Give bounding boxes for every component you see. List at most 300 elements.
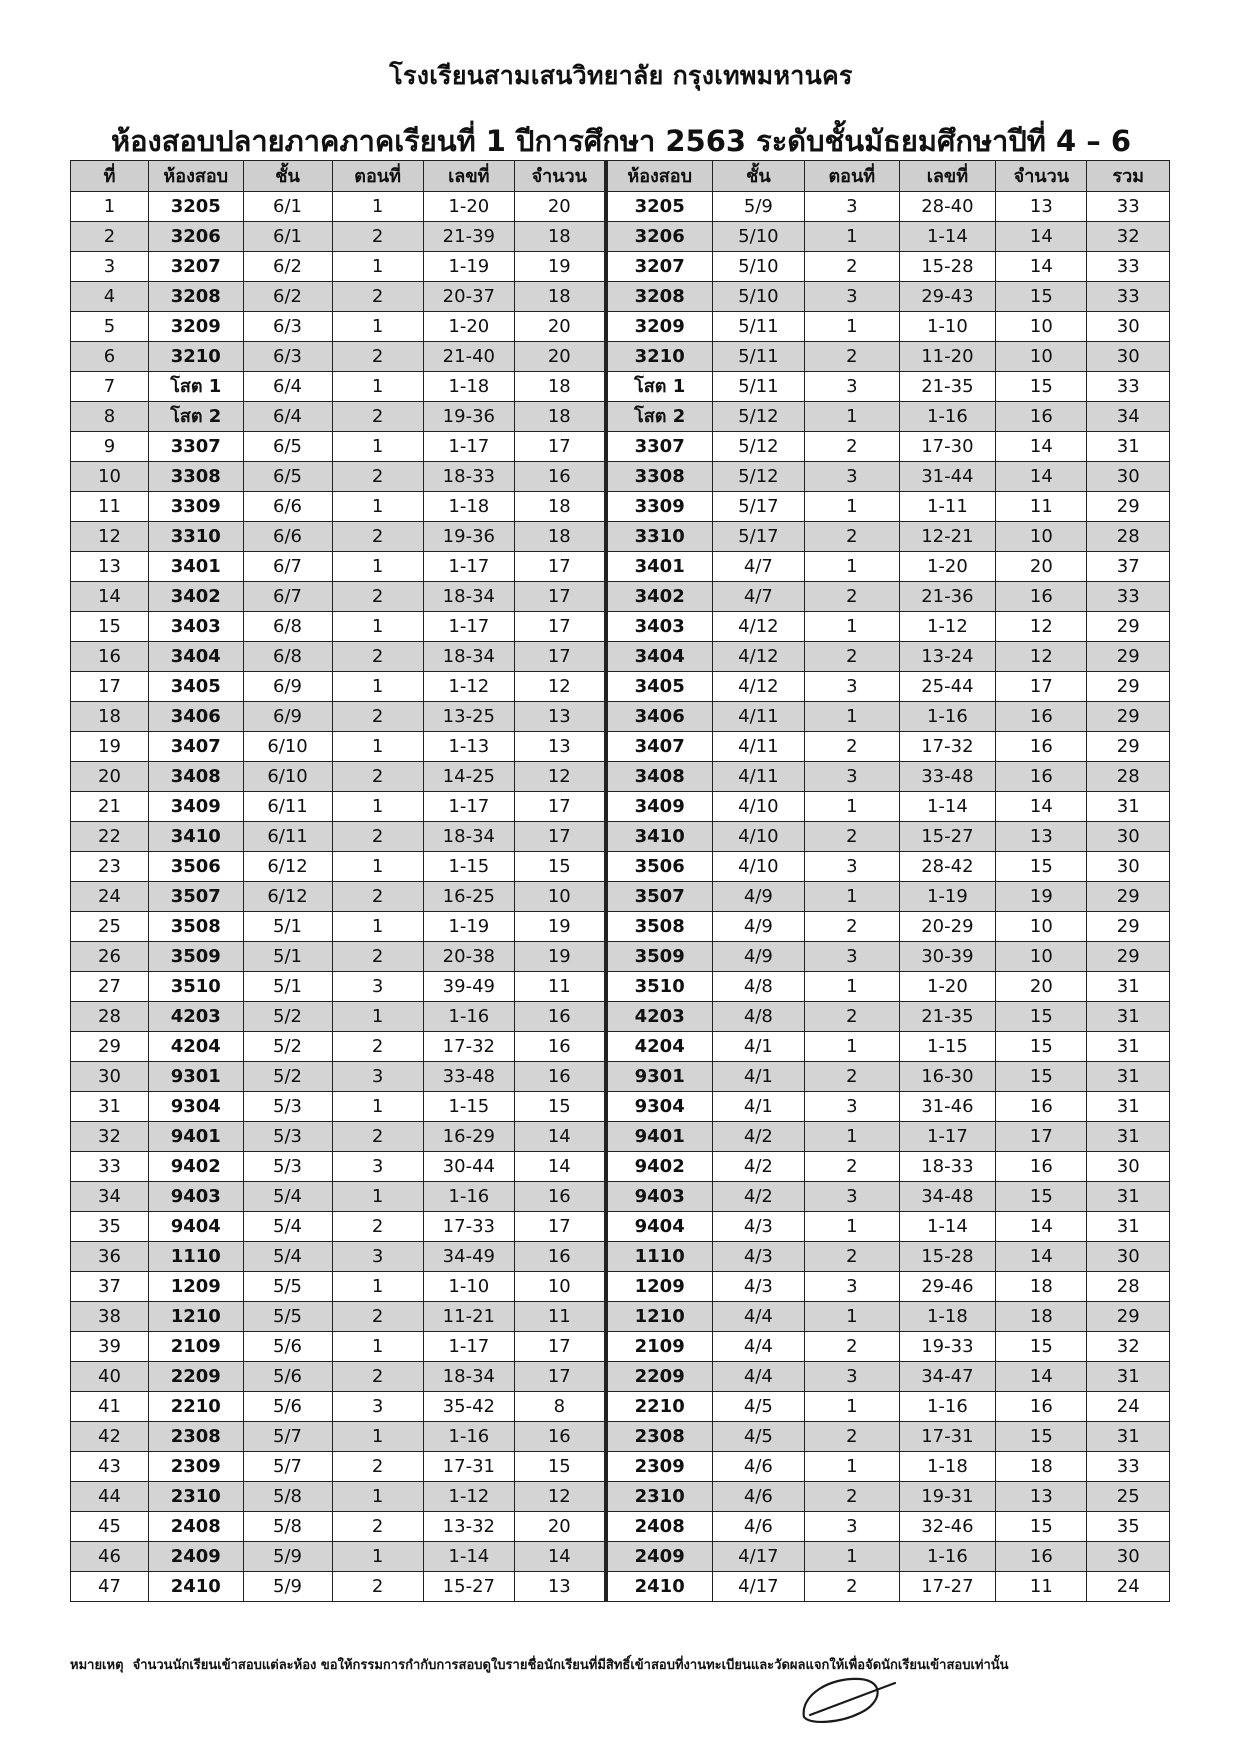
table-cell: 1-16: [899, 1392, 996, 1422]
table-cell: 20-37: [423, 282, 514, 312]
table-cell: 6/5: [243, 432, 332, 462]
table-cell: 6/9: [243, 702, 332, 732]
table-cell: 3508: [606, 912, 713, 942]
table-row: [71, 942, 1170, 972]
table-cell: 8: [71, 402, 149, 432]
table-cell: 3206: [149, 222, 244, 252]
table-cell: 34-47: [899, 1362, 996, 1392]
table-cell: 12: [996, 612, 1087, 642]
table-cell: 13: [996, 192, 1087, 222]
table-cell: 1: [805, 1212, 900, 1242]
table-cell: 1110: [606, 1242, 713, 1272]
column-header: รวม: [1087, 161, 1170, 192]
table-cell: 6/3: [243, 312, 332, 342]
table-cell: 1: [332, 372, 423, 402]
table-cell: 16: [996, 762, 1087, 792]
table-cell: 4/17: [712, 1572, 804, 1602]
table-cell: 19: [514, 942, 605, 972]
table-cell: 4/12: [712, 672, 804, 702]
table-cell: 6/1: [243, 222, 332, 252]
table-cell: 10: [996, 342, 1087, 372]
table-cell: 2210: [606, 1392, 713, 1422]
table-cell: 3409: [606, 792, 713, 822]
table-cell: 3: [805, 372, 900, 402]
table-cell: 12: [514, 762, 605, 792]
table-cell: 15: [996, 1032, 1087, 1062]
table-cell: 37: [71, 1272, 149, 1302]
table-cell: 2409: [606, 1542, 713, 1572]
table-cell: 3: [805, 762, 900, 792]
table-cell: 21: [71, 792, 149, 822]
table-cell: 1: [805, 492, 900, 522]
table-cell: 1-17: [423, 792, 514, 822]
table-cell: 15: [514, 852, 605, 882]
table-cell: 15: [996, 372, 1087, 402]
table-cell: 2: [805, 432, 900, 462]
table-cell: 43: [71, 1452, 149, 1482]
table-cell: 30: [71, 1062, 149, 1092]
table-cell: โสต 2: [606, 402, 713, 432]
table-cell: 17: [514, 1212, 605, 1242]
table-cell: 1: [805, 1542, 900, 1572]
table-cell: 17-27: [899, 1572, 996, 1602]
table-cell: 16: [514, 1422, 605, 1452]
table-cell: 2408: [149, 1512, 244, 1542]
table-row: [71, 492, 1170, 522]
table-cell: 3403: [606, 612, 713, 642]
table-cell: 35-42: [423, 1392, 514, 1422]
table-row: [71, 1482, 1170, 1512]
table-cell: 12: [514, 1482, 605, 1512]
table-cell: 29: [1087, 642, 1170, 672]
table-cell: 15: [996, 852, 1087, 882]
table-cell: 1-20: [423, 312, 514, 342]
table-cell: 1209: [606, 1272, 713, 1302]
table-row: [71, 912, 1170, 942]
table-cell: 3205: [606, 192, 713, 222]
table-cell: 5: [71, 312, 149, 342]
table-cell: 21-40: [423, 342, 514, 372]
table-cell: 1-17: [423, 612, 514, 642]
table-cell: 5/10: [712, 282, 804, 312]
table-cell: 37: [1087, 552, 1170, 582]
table-cell: 3401: [149, 552, 244, 582]
table-cell: 5/12: [712, 462, 804, 492]
table-cell: 1: [332, 852, 423, 882]
table-cell: 3310: [149, 522, 244, 552]
table-cell: 1: [332, 432, 423, 462]
table-cell: 5/5: [243, 1302, 332, 1332]
column-header: ที่: [71, 161, 149, 192]
table-cell: โสต 1: [606, 372, 713, 402]
table-cell: 20-29: [899, 912, 996, 942]
table-cell: 2: [332, 822, 423, 852]
table-cell: 3: [332, 1392, 423, 1422]
table-cell: 16-29: [423, 1122, 514, 1152]
table-cell: 9304: [606, 1092, 713, 1122]
table-cell: 4/2: [712, 1122, 804, 1152]
table-cell: 18: [996, 1302, 1087, 1332]
table-cell: 2: [805, 582, 900, 612]
table-cell: 31: [1087, 972, 1170, 1002]
table-cell: 1: [332, 252, 423, 282]
table-cell: 10: [996, 942, 1087, 972]
table-row: [71, 552, 1170, 582]
table-cell: 1-16: [423, 1422, 514, 1452]
table-cell: 5/1: [243, 942, 332, 972]
table-cell: 9403: [149, 1182, 244, 1212]
table-cell: 30: [1087, 462, 1170, 492]
table-cell: 17: [514, 642, 605, 672]
table-cell: 18: [514, 402, 605, 432]
table-cell: 3408: [149, 762, 244, 792]
table-cell: 3: [332, 972, 423, 1002]
table-cell: 15: [996, 1062, 1087, 1092]
table-cell: 1: [332, 612, 423, 642]
table-cell: 4/10: [712, 792, 804, 822]
table-row: [71, 282, 1170, 312]
footer-note: [70, 1654, 1190, 1675]
table-cell: 34: [71, 1182, 149, 1212]
table-row: [71, 402, 1170, 432]
table-cell: 16-30: [899, 1062, 996, 1092]
table-row: [71, 372, 1170, 402]
table-cell: 31: [1087, 1362, 1170, 1392]
table-cell: 13-32: [423, 1512, 514, 1542]
table-cell: 29-46: [899, 1272, 996, 1302]
table-cell: 1-15: [423, 1092, 514, 1122]
table-cell: 4/2: [712, 1182, 804, 1212]
table-cell: 30: [1087, 852, 1170, 882]
table-cell: 2109: [606, 1332, 713, 1362]
table-cell: 2: [332, 1362, 423, 1392]
table-row: [71, 672, 1170, 702]
table-cell: 20: [71, 762, 149, 792]
table-cell: 1: [805, 552, 900, 582]
table-cell: 31: [1087, 1182, 1170, 1212]
table-cell: 3407: [149, 732, 244, 762]
table-cell: 5/11: [712, 372, 804, 402]
table-cell: 3: [805, 1182, 900, 1212]
table-cell: 27: [71, 972, 149, 1002]
column-header: ชั้น: [712, 161, 804, 192]
table-cell: 14: [514, 1122, 605, 1152]
table-cell: 4204: [149, 1032, 244, 1062]
table-cell: 2: [805, 1482, 900, 1512]
table-cell: 31: [1087, 792, 1170, 822]
table-cell: 8: [514, 1392, 605, 1422]
table-cell: 13-25: [423, 702, 514, 732]
table-cell: 4/9: [712, 882, 804, 912]
table-cell: 20: [996, 552, 1087, 582]
table-cell: 17-30: [899, 432, 996, 462]
table-cell: 19: [996, 882, 1087, 912]
table-cell: 30-44: [423, 1152, 514, 1182]
table-cell: 1210: [149, 1302, 244, 1332]
column-header: ห้องสอบ: [606, 161, 713, 192]
table-cell: 2308: [149, 1422, 244, 1452]
table-cell: 1: [805, 312, 900, 342]
table-cell: 16: [996, 1152, 1087, 1182]
table-cell: 17-31: [423, 1452, 514, 1482]
table-row: [71, 1242, 1170, 1272]
table-cell: 34: [1087, 402, 1170, 432]
table-cell: 19: [514, 252, 605, 282]
table-cell: 14: [996, 462, 1087, 492]
table-cell: 14: [996, 1362, 1087, 1392]
table-cell: 1-20: [899, 552, 996, 582]
table-cell: 3402: [606, 582, 713, 612]
table-cell: 17: [514, 432, 605, 462]
table-cell: 44: [71, 1482, 149, 1512]
table-cell: 11: [996, 492, 1087, 522]
table-cell: 10: [996, 912, 1087, 942]
table-cell: 9402: [606, 1152, 713, 1182]
table-cell: 1110: [149, 1242, 244, 1272]
table-cell: 4/8: [712, 1002, 804, 1032]
table-cell: 3208: [606, 282, 713, 312]
table-cell: 5/4: [243, 1182, 332, 1212]
table-cell: 2: [332, 462, 423, 492]
table-cell: 16: [996, 402, 1087, 432]
table-cell: 1: [332, 312, 423, 342]
table-cell: 1: [332, 192, 423, 222]
table-cell: 9301: [149, 1062, 244, 1092]
table-cell: 28: [1087, 522, 1170, 552]
table-cell: 3509: [149, 942, 244, 972]
table-cell: 16: [996, 1092, 1087, 1122]
table-cell: 5/17: [712, 522, 804, 552]
table-cell: 3: [805, 1512, 900, 1542]
table-cell: 1-15: [899, 1032, 996, 1062]
table-cell: 3209: [149, 312, 244, 342]
table-cell: 41: [71, 1392, 149, 1422]
table-row: [71, 522, 1170, 552]
table-cell: 6/11: [243, 792, 332, 822]
table-cell: 30: [1087, 342, 1170, 372]
table-cell: 5/6: [243, 1392, 332, 1422]
table-cell: 2: [332, 282, 423, 312]
table-cell: 4/10: [712, 822, 804, 852]
table-cell: 20: [514, 342, 605, 372]
table-cell: 1-18: [423, 372, 514, 402]
table-cell: 20: [514, 312, 605, 342]
table-cell: 1: [805, 612, 900, 642]
table-cell: 2: [332, 522, 423, 552]
table-cell: 1-18: [423, 492, 514, 522]
table-cell: 3402: [149, 582, 244, 612]
table-cell: 1: [332, 792, 423, 822]
table-cell: 3404: [149, 642, 244, 672]
table-cell: 24: [71, 882, 149, 912]
table-cell: 28-42: [899, 852, 996, 882]
table-cell: 15: [996, 1182, 1087, 1212]
table-row: [71, 882, 1170, 912]
table-cell: 9401: [149, 1122, 244, 1152]
column-header: ตอนที่: [805, 161, 900, 192]
table-cell: 4/12: [712, 612, 804, 642]
table-row: [71, 1332, 1170, 1362]
table-cell: 2: [805, 1332, 900, 1362]
table-cell: 17: [514, 552, 605, 582]
table-cell: 10: [71, 462, 149, 492]
table-cell: 18-34: [423, 822, 514, 852]
table-cell: 6/7: [243, 552, 332, 582]
table-cell: 13: [996, 822, 1087, 852]
table-cell: 2: [332, 222, 423, 252]
table-cell: 16: [996, 1392, 1087, 1422]
table-cell: 3409: [149, 792, 244, 822]
table-cell: 4/6: [712, 1512, 804, 1542]
table-cell: 4/1: [712, 1032, 804, 1062]
table-cell: 13: [514, 732, 605, 762]
table-cell: 2: [332, 1122, 423, 1152]
table-cell: 18-34: [423, 642, 514, 672]
table-cell: 3508: [149, 912, 244, 942]
table-cell: 14: [996, 1242, 1087, 1272]
table-cell: 14: [996, 252, 1087, 282]
table-cell: 31: [71, 1092, 149, 1122]
table-cell: 1-14: [899, 222, 996, 252]
table-cell: 15-27: [423, 1572, 514, 1602]
table-cell: 3209: [606, 312, 713, 342]
table-cell: 1: [332, 1002, 423, 1032]
table-cell: 3507: [606, 882, 713, 912]
table-cell: 4/4: [712, 1332, 804, 1362]
table-cell: 6/6: [243, 492, 332, 522]
table-cell: 2308: [606, 1422, 713, 1452]
column-header: เลขที่: [423, 161, 514, 192]
table-cell: 14: [514, 1542, 605, 1572]
table-cell: 45: [71, 1512, 149, 1542]
table-cell: 18-34: [423, 582, 514, 612]
table-cell: 17: [514, 1362, 605, 1392]
table-cell: 29: [1087, 942, 1170, 972]
table-cell: 3307: [149, 432, 244, 462]
table-cell: 11: [996, 1572, 1087, 1602]
table-cell: 3408: [606, 762, 713, 792]
table-cell: 1-13: [423, 732, 514, 762]
table-cell: 5/7: [243, 1422, 332, 1452]
table-cell: 3207: [606, 252, 713, 282]
table-cell: 4/9: [712, 942, 804, 972]
table-cell: 3208: [149, 282, 244, 312]
table-cell: 29: [1087, 492, 1170, 522]
table-cell: 3308: [149, 462, 244, 492]
table-cell: 29: [1087, 732, 1170, 762]
table-cell: 20-38: [423, 942, 514, 972]
table-cell: 6/2: [243, 252, 332, 282]
table-cell: 9401: [606, 1122, 713, 1152]
table-cell: 2: [805, 1242, 900, 1272]
table-cell: 2309: [606, 1452, 713, 1482]
table-cell: 1-12: [423, 1482, 514, 1512]
table-cell: 10: [996, 522, 1087, 552]
table-cell: 1-17: [423, 432, 514, 462]
table-cell: 2410: [149, 1572, 244, 1602]
table-cell: 21-35: [899, 1002, 996, 1032]
table-cell: 3: [332, 1242, 423, 1272]
table-row: [71, 252, 1170, 282]
table-cell: 1-12: [899, 612, 996, 642]
table-cell: 3405: [606, 672, 713, 702]
table-cell: 1: [71, 192, 149, 222]
table-cell: 2: [805, 1002, 900, 1032]
table-cell: 3210: [606, 342, 713, 372]
table-cell: 16: [514, 462, 605, 492]
table-cell: 17: [514, 612, 605, 642]
table-cell: 16: [996, 582, 1087, 612]
table-cell: 4/11: [712, 702, 804, 732]
table-cell: 1: [332, 672, 423, 702]
table-cell: 3: [805, 1362, 900, 1392]
table-cell: 5/9: [243, 1572, 332, 1602]
table-row: [71, 762, 1170, 792]
table-cell: 3: [805, 192, 900, 222]
table-cell: 5/11: [712, 312, 804, 342]
table-cell: 32-46: [899, 1512, 996, 1542]
table-cell: 17: [996, 672, 1087, 702]
table-cell: 29: [1087, 672, 1170, 702]
table-cell: 6/12: [243, 852, 332, 882]
table-cell: 9404: [149, 1212, 244, 1242]
table-cell: 3: [805, 672, 900, 702]
table-cell: 16: [514, 1062, 605, 1092]
table-cell: 2309: [149, 1452, 244, 1482]
table-cell: 1: [805, 702, 900, 732]
table-cell: 1-20: [423, 192, 514, 222]
table-cell: 14: [514, 1152, 605, 1182]
table-cell: 17-31: [899, 1422, 996, 1452]
table-cell: 30: [1087, 822, 1170, 852]
exam-room-table: [70, 160, 1170, 1602]
table-cell: 2: [805, 912, 900, 942]
table-row: [71, 732, 1170, 762]
table-cell: 5/4: [243, 1212, 332, 1242]
table-cell: 21-35: [899, 372, 996, 402]
table-header-row: [71, 161, 1170, 192]
table-row: [71, 312, 1170, 342]
table-cell: 3410: [606, 822, 713, 852]
table-cell: 6/5: [243, 462, 332, 492]
table-cell: 18: [71, 702, 149, 732]
table-cell: 18-33: [899, 1152, 996, 1182]
table-cell: 13: [514, 702, 605, 732]
table-row: [71, 642, 1170, 672]
table-cell: 10: [514, 1272, 605, 1302]
table-cell: 4/9: [712, 912, 804, 942]
table-cell: 2: [332, 402, 423, 432]
table-cell: 5/7: [243, 1452, 332, 1482]
table-cell: 3: [332, 1062, 423, 1092]
table-cell: 25-44: [899, 672, 996, 702]
table-cell: 15: [71, 612, 149, 642]
table-cell: 3310: [606, 522, 713, 552]
table-cell: 3: [805, 852, 900, 882]
column-header: ชั้น: [243, 161, 332, 192]
table-cell: 24: [1087, 1572, 1170, 1602]
table-cell: 23: [71, 852, 149, 882]
table-cell: 11-21: [423, 1302, 514, 1332]
table-cell: 4/3: [712, 1272, 804, 1302]
table-cell: 2: [332, 942, 423, 972]
table-cell: 5/1: [243, 972, 332, 1002]
table-cell: 18: [514, 282, 605, 312]
table-cell: 3: [805, 282, 900, 312]
table-cell: 6/2: [243, 282, 332, 312]
table-cell: 2: [805, 1152, 900, 1182]
table-cell: 1-14: [423, 1542, 514, 1572]
